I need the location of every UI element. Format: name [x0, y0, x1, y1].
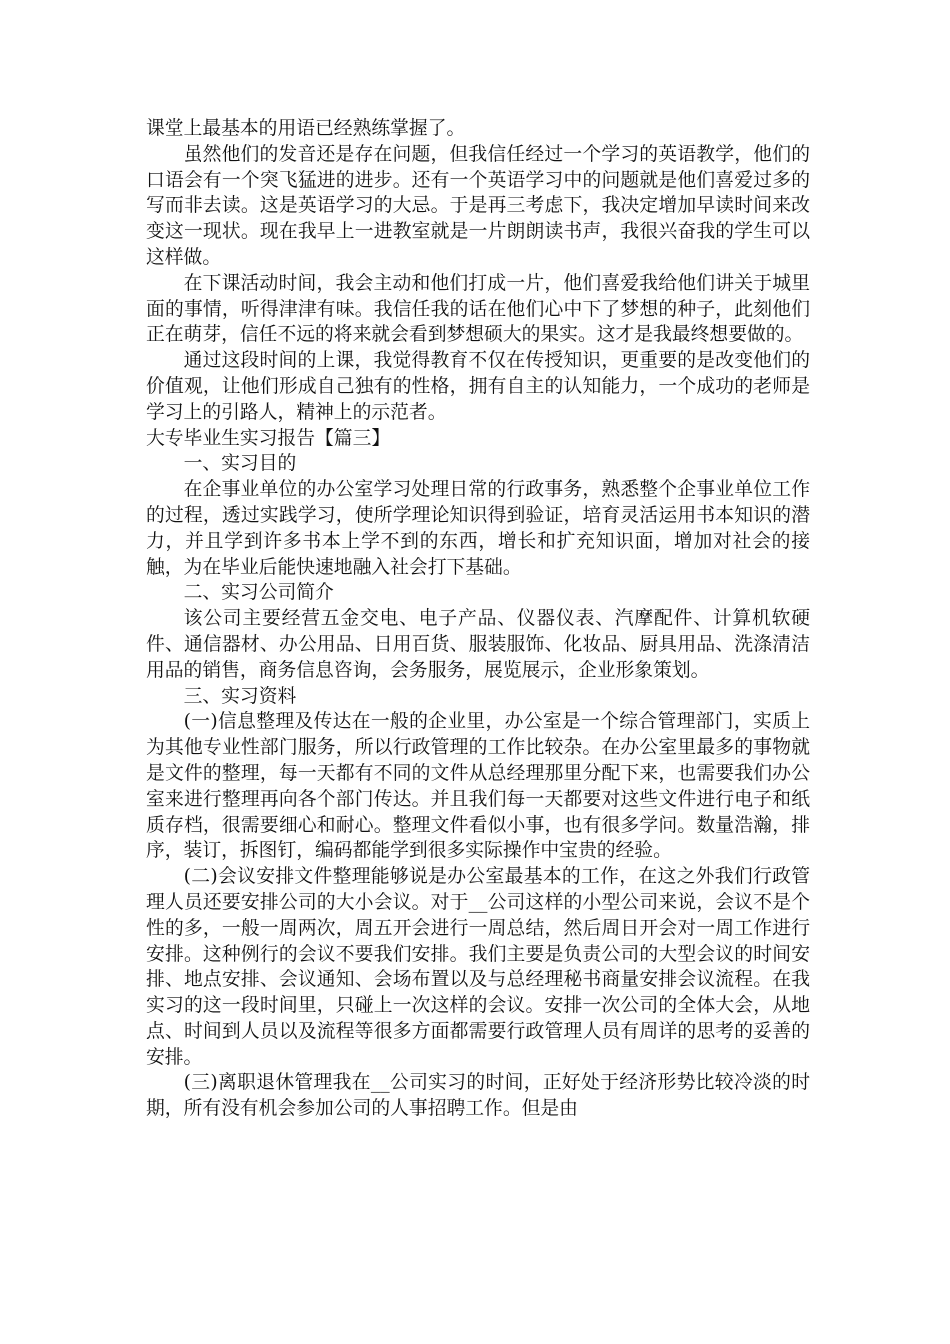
section-title: 大专毕业生实习报告【篇三】: [146, 427, 391, 449]
paragraph: 在下课活动时间，我会主动和他们打成一片，他们喜爱我给他们讲关于城里面的事情，听得津津有味。我信任我的话在他们心中下了梦想的种子，此刻他们正在萌芽，信任不远的将来就会看到梦想硕大的果实。这才是我最终想要做的。: [146, 272, 810, 346]
section-heading: 一、实习目的: [183, 453, 297, 475]
paragraph: (一)信息整理及传达在一般的企业里，办公室是一个综合管理部门，实质上为其他专业性部门服务，所以行政管理的工作比较杂。在办公室里最多的事物就是文件的整理，每一天都有不同的文件从总经理那里分配下来，也需要我们办公室来进行整理再向各个部门传达。并且我们每一天都要对这些文件进行电子和纸质存档，很需要细心和耐心。整理文件看似小事，也有很多学问。数量浩瀚，排序，装订，拆图钉，编码都能学到很多实际操作中宝贵的经验。: [146, 711, 810, 862]
section-heading: 二、实习公司简介: [183, 582, 334, 604]
paragraph: (二)会议安排文件整理能够说是办公室最基本的工作，在这之外我们行政管理人员还要安排公司的大小会议。对于__公司这样的小型公司来说，会议不是个性的多，一般一周两次，周五开会进行一周总结，然后周日开会对一周工作进行安排。这种例行的会议不要我们安排。我们主要是负责公司的大型会议的时间安排、地点安排、会议通知、会场布置以及与总经理秘书商量安排会议流程。在我实习的这一段时间里，只碰上一次这样的会议。安排一次公司的全体大会，从地点、时间到人员以及流程等很多方面都需要行政管理人员有周详的思考的妥善的安排。: [146, 866, 810, 1068]
paragraph: 课堂上最基本的用语已经熟练掌握了。: [146, 118, 466, 139]
paragraph: 通过这段时间的上课，我觉得教育不仅在传授知识，更重要的是改变他们的价值观，让他们形成自己独有的性格，拥有自主的认知能力，一个成功的老师是学习上的引路人，精神上的示范者。: [146, 350, 810, 423]
paragraph: 在企事业单位的办公室学习处理日常的行政事务，熟悉整个企事业单位工作的过程，透过实践学习，使所学理论知识得到验证，培育灵活运用书本知识的潜力，并且学到许多书本上学不到的东西，增长和扩充知识面，增加对社会的接触，为在毕业后能快速地融入社会打下基础。: [146, 479, 810, 578]
section-heading: 三、实习资料: [183, 685, 297, 707]
document-body: [146, 116, 810, 1122]
paragraph: 虽然他们的发音还是存在问题，但我信任经过一个学习的英语教学，他们的口语会有一个突飞猛进的进步。还有一个英语学习中的问题就是他们喜爱过多的写而非去读。这是英语学习的大忌。于是再三考虑下，我决定增加早读时间来改变这一现状。现在我早上一进教室就是一片朗朗读书声，我很兴奋我的学生可以这样做。: [146, 143, 810, 268]
paragraph: 该公司主要经营五金交电、电子产品、仪器仪表、汽摩配件、计算机软硬件、通信器材、办公用品、日用百货、服装服饰、化妆品、厨具用品、洗涤清洁用品的销售，商务信息咨询，会务服务，展览展示，企业形象策划。: [146, 608, 810, 681]
paragraph: (三)离职退休管理我在__公司实习的时间，正好处于经济形势比较冷淡的时期，所有没有机会参加公司的人事招聘工作。但是由: [146, 1072, 810, 1120]
